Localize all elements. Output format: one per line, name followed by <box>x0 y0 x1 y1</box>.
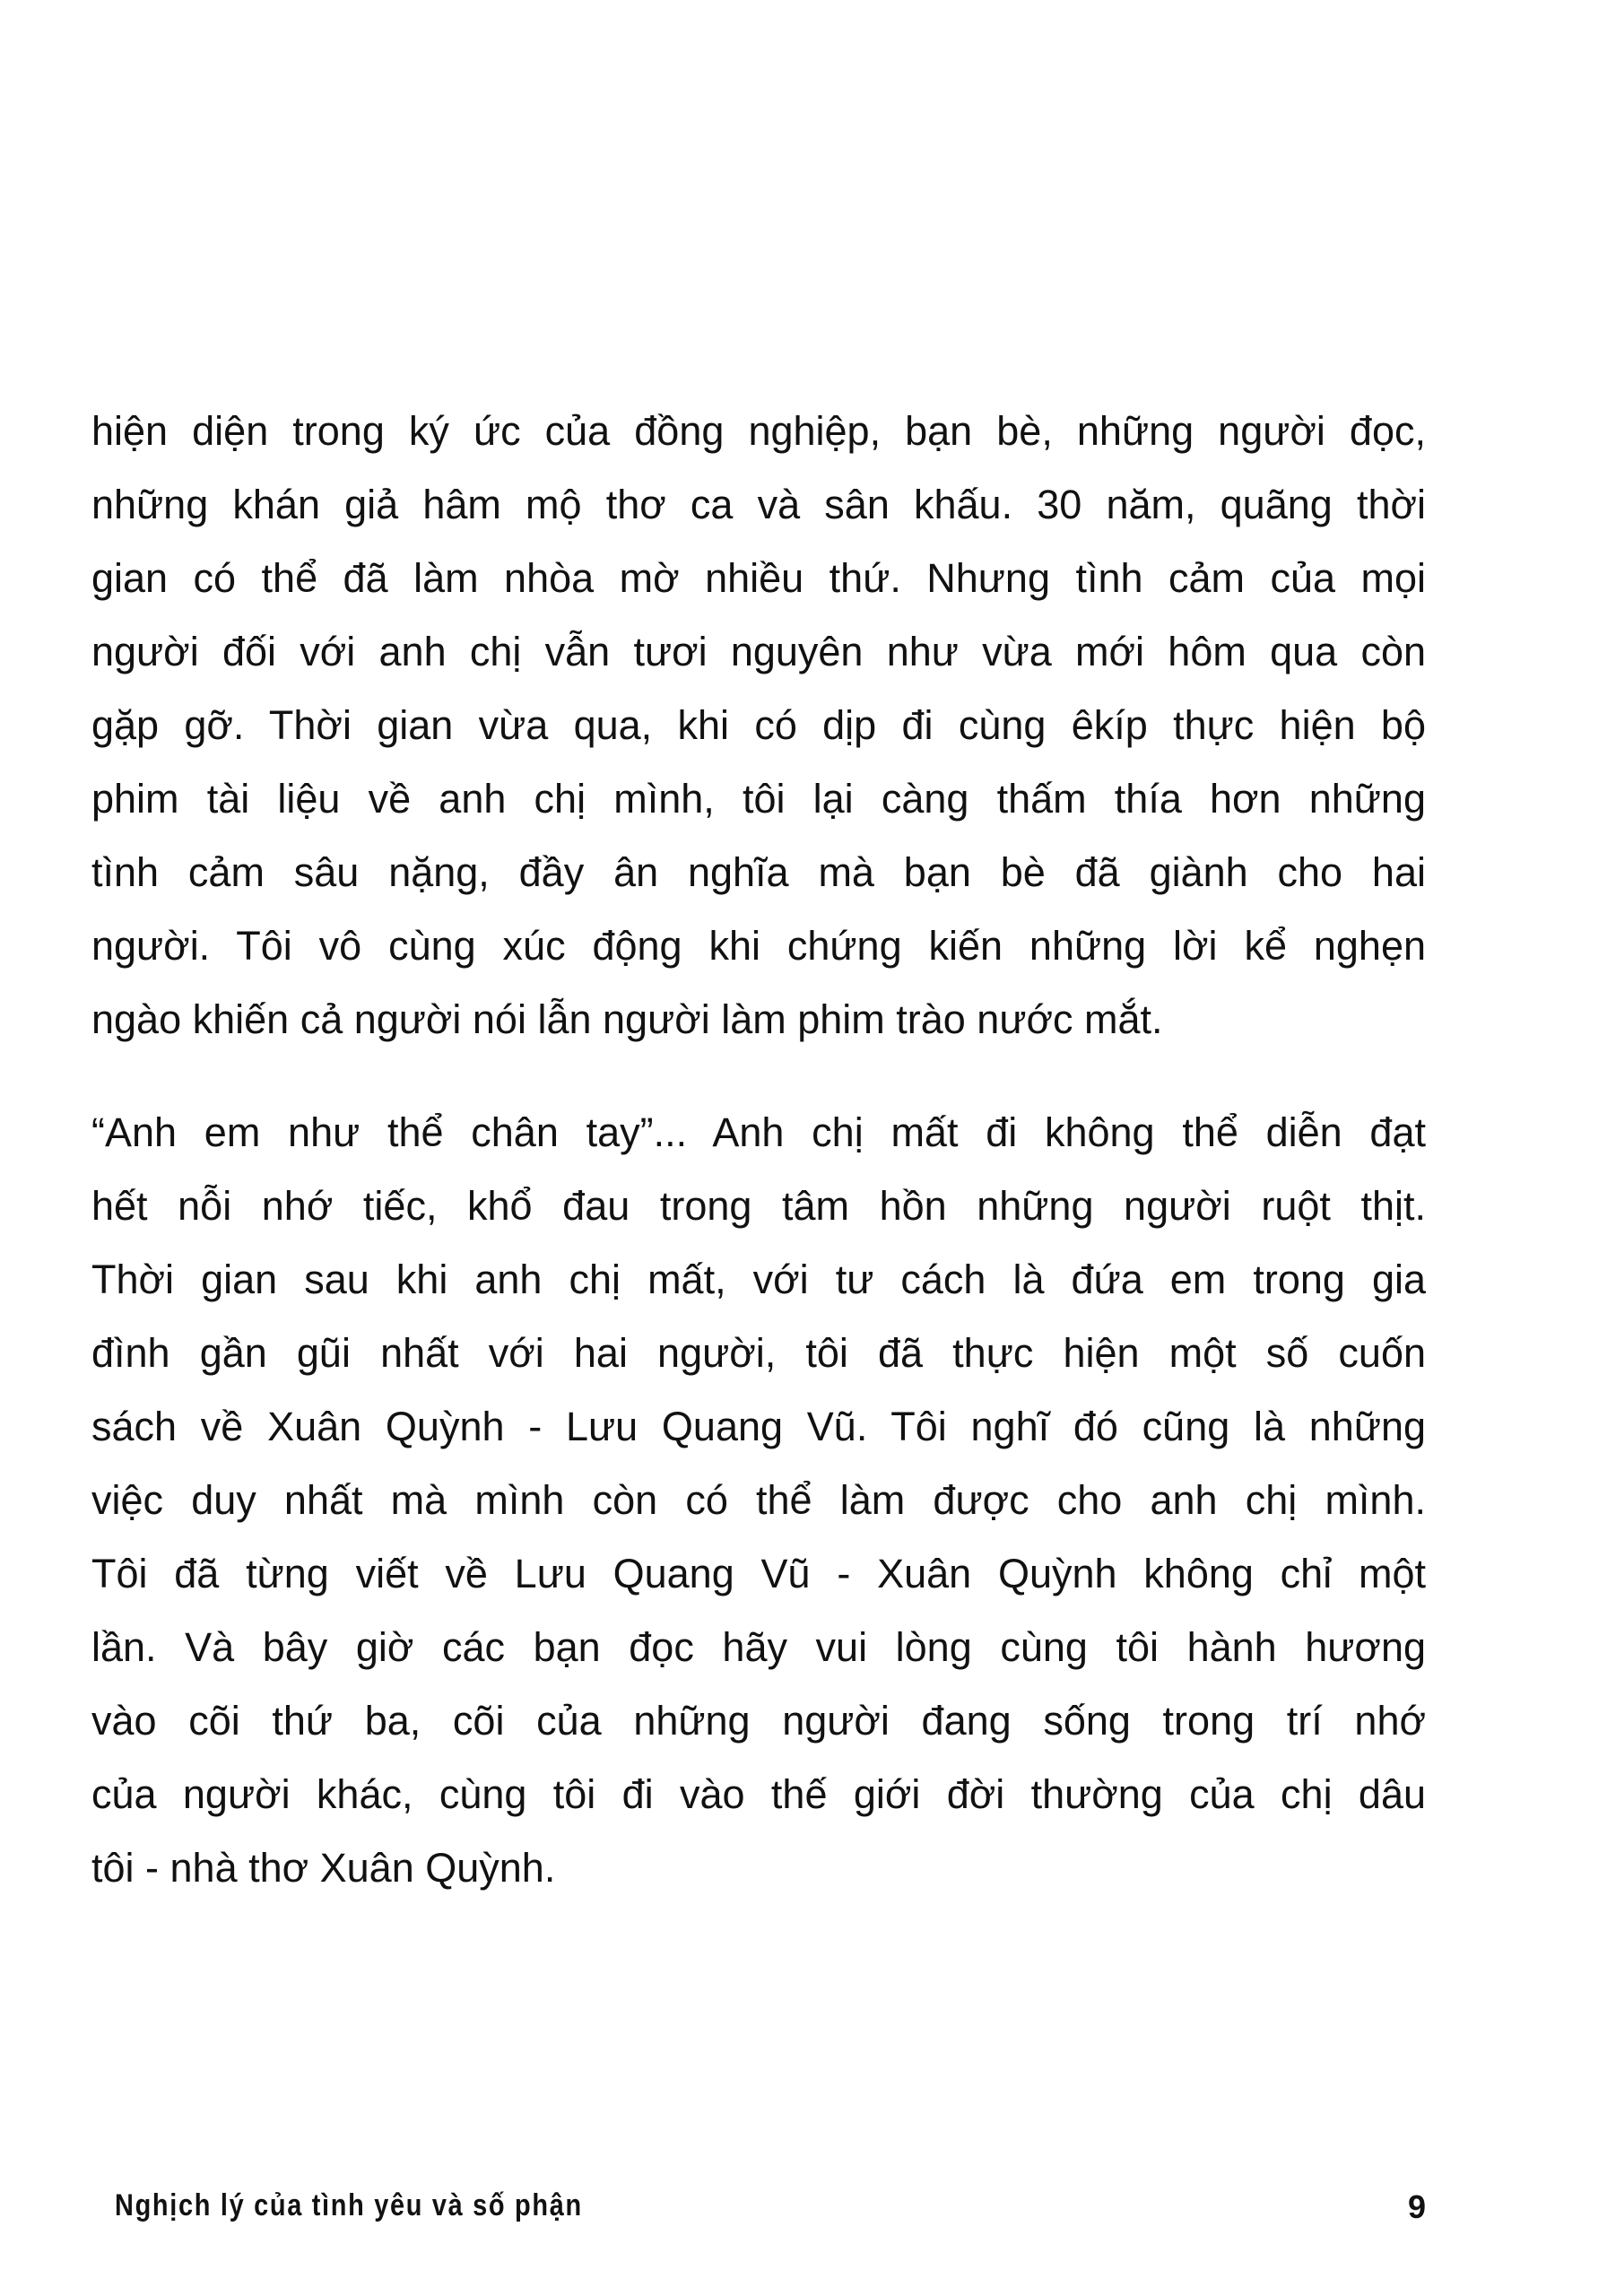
text-line: hiện diện trong ký ức của đồng nghiệp, bạn bè, những người đọc, <box>91 408 1426 454</box>
paragraph-1 <box>91 395 1426 1057</box>
text-line: người đối với anh chị vẫn tươi nguyên như vừa mới hôm qua còn <box>91 629 1426 674</box>
text-line: hết nỗi nhớ tiếc, khổ đau trong tâm hồn những người ruột thịt. <box>91 1183 1426 1229</box>
text-line: gian có thể đã làm nhòa mờ nhiều thứ. Nhưng tình cảm của mọi <box>91 555 1426 601</box>
text-line: việc duy nhất mà mình còn có thể làm được cho anh chị mình. <box>91 1477 1426 1523</box>
text-line: Thời gian sau khi anh chị mất, với tư cách là đứa em trong gia <box>91 1257 1426 1302</box>
text-line: “Anh em như thể chân tay”... Anh chị mất đi không thể diễn đạt <box>91 1109 1426 1155</box>
text-line: phim tài liệu về anh chị mình, tôi lại càng thấm thía hơn những <box>91 776 1426 822</box>
paragraph-2 <box>91 1096 1426 1905</box>
text-line: ngào khiến cả người nói lẫn người làm phim trào nước mắt. <box>91 996 1163 1042</box>
text-line: người. Tôi vô cùng xúc động khi chứng kiến những lời kể nghẹn <box>91 923 1426 969</box>
text-line: đình gần gũi nhất với hai người, tôi đã thực hiện một số cuốn <box>91 1330 1426 1376</box>
text-line: tình cảm sâu nặng, đầy ân nghĩa mà bạn bè đã giành cho hai <box>91 849 1426 895</box>
text-line: sách về Xuân Quỳnh - Lưu Quang Vũ. Tôi nghĩ đó cũng là những <box>91 1404 1426 1449</box>
text-line: của người khác, cùng tôi đi vào thế giới đời thường của chị dâu <box>91 1771 1426 1817</box>
page-number: 9 <box>1408 2188 1427 2225</box>
text-line: Tôi đã từng viết về Lưu Quang Vũ - Xuân Quỳnh không chỉ một <box>91 1551 1426 1596</box>
text-line: gặp gỡ. Thời gian vừa qua, khi có dịp đi cùng êkíp thực hiện bộ <box>91 702 1426 748</box>
text-line: những khán giả hâm mộ thơ ca và sân khấu. 30 năm, quãng thời <box>91 482 1426 527</box>
text-line: lần. Và bây giờ các bạn đọc hãy vui lòng cùng tôi hành hương <box>91 1624 1426 1670</box>
text-line: tôi - nhà thơ Xuân Quỳnh. <box>91 1845 556 1891</box>
running-footer-title: Nghịch lý của tình yêu và số phận <box>115 2188 583 2222</box>
text-line: vào cõi thứ ba, cõi của những người đang sống trong trí nhớ <box>91 1698 1426 1744</box>
